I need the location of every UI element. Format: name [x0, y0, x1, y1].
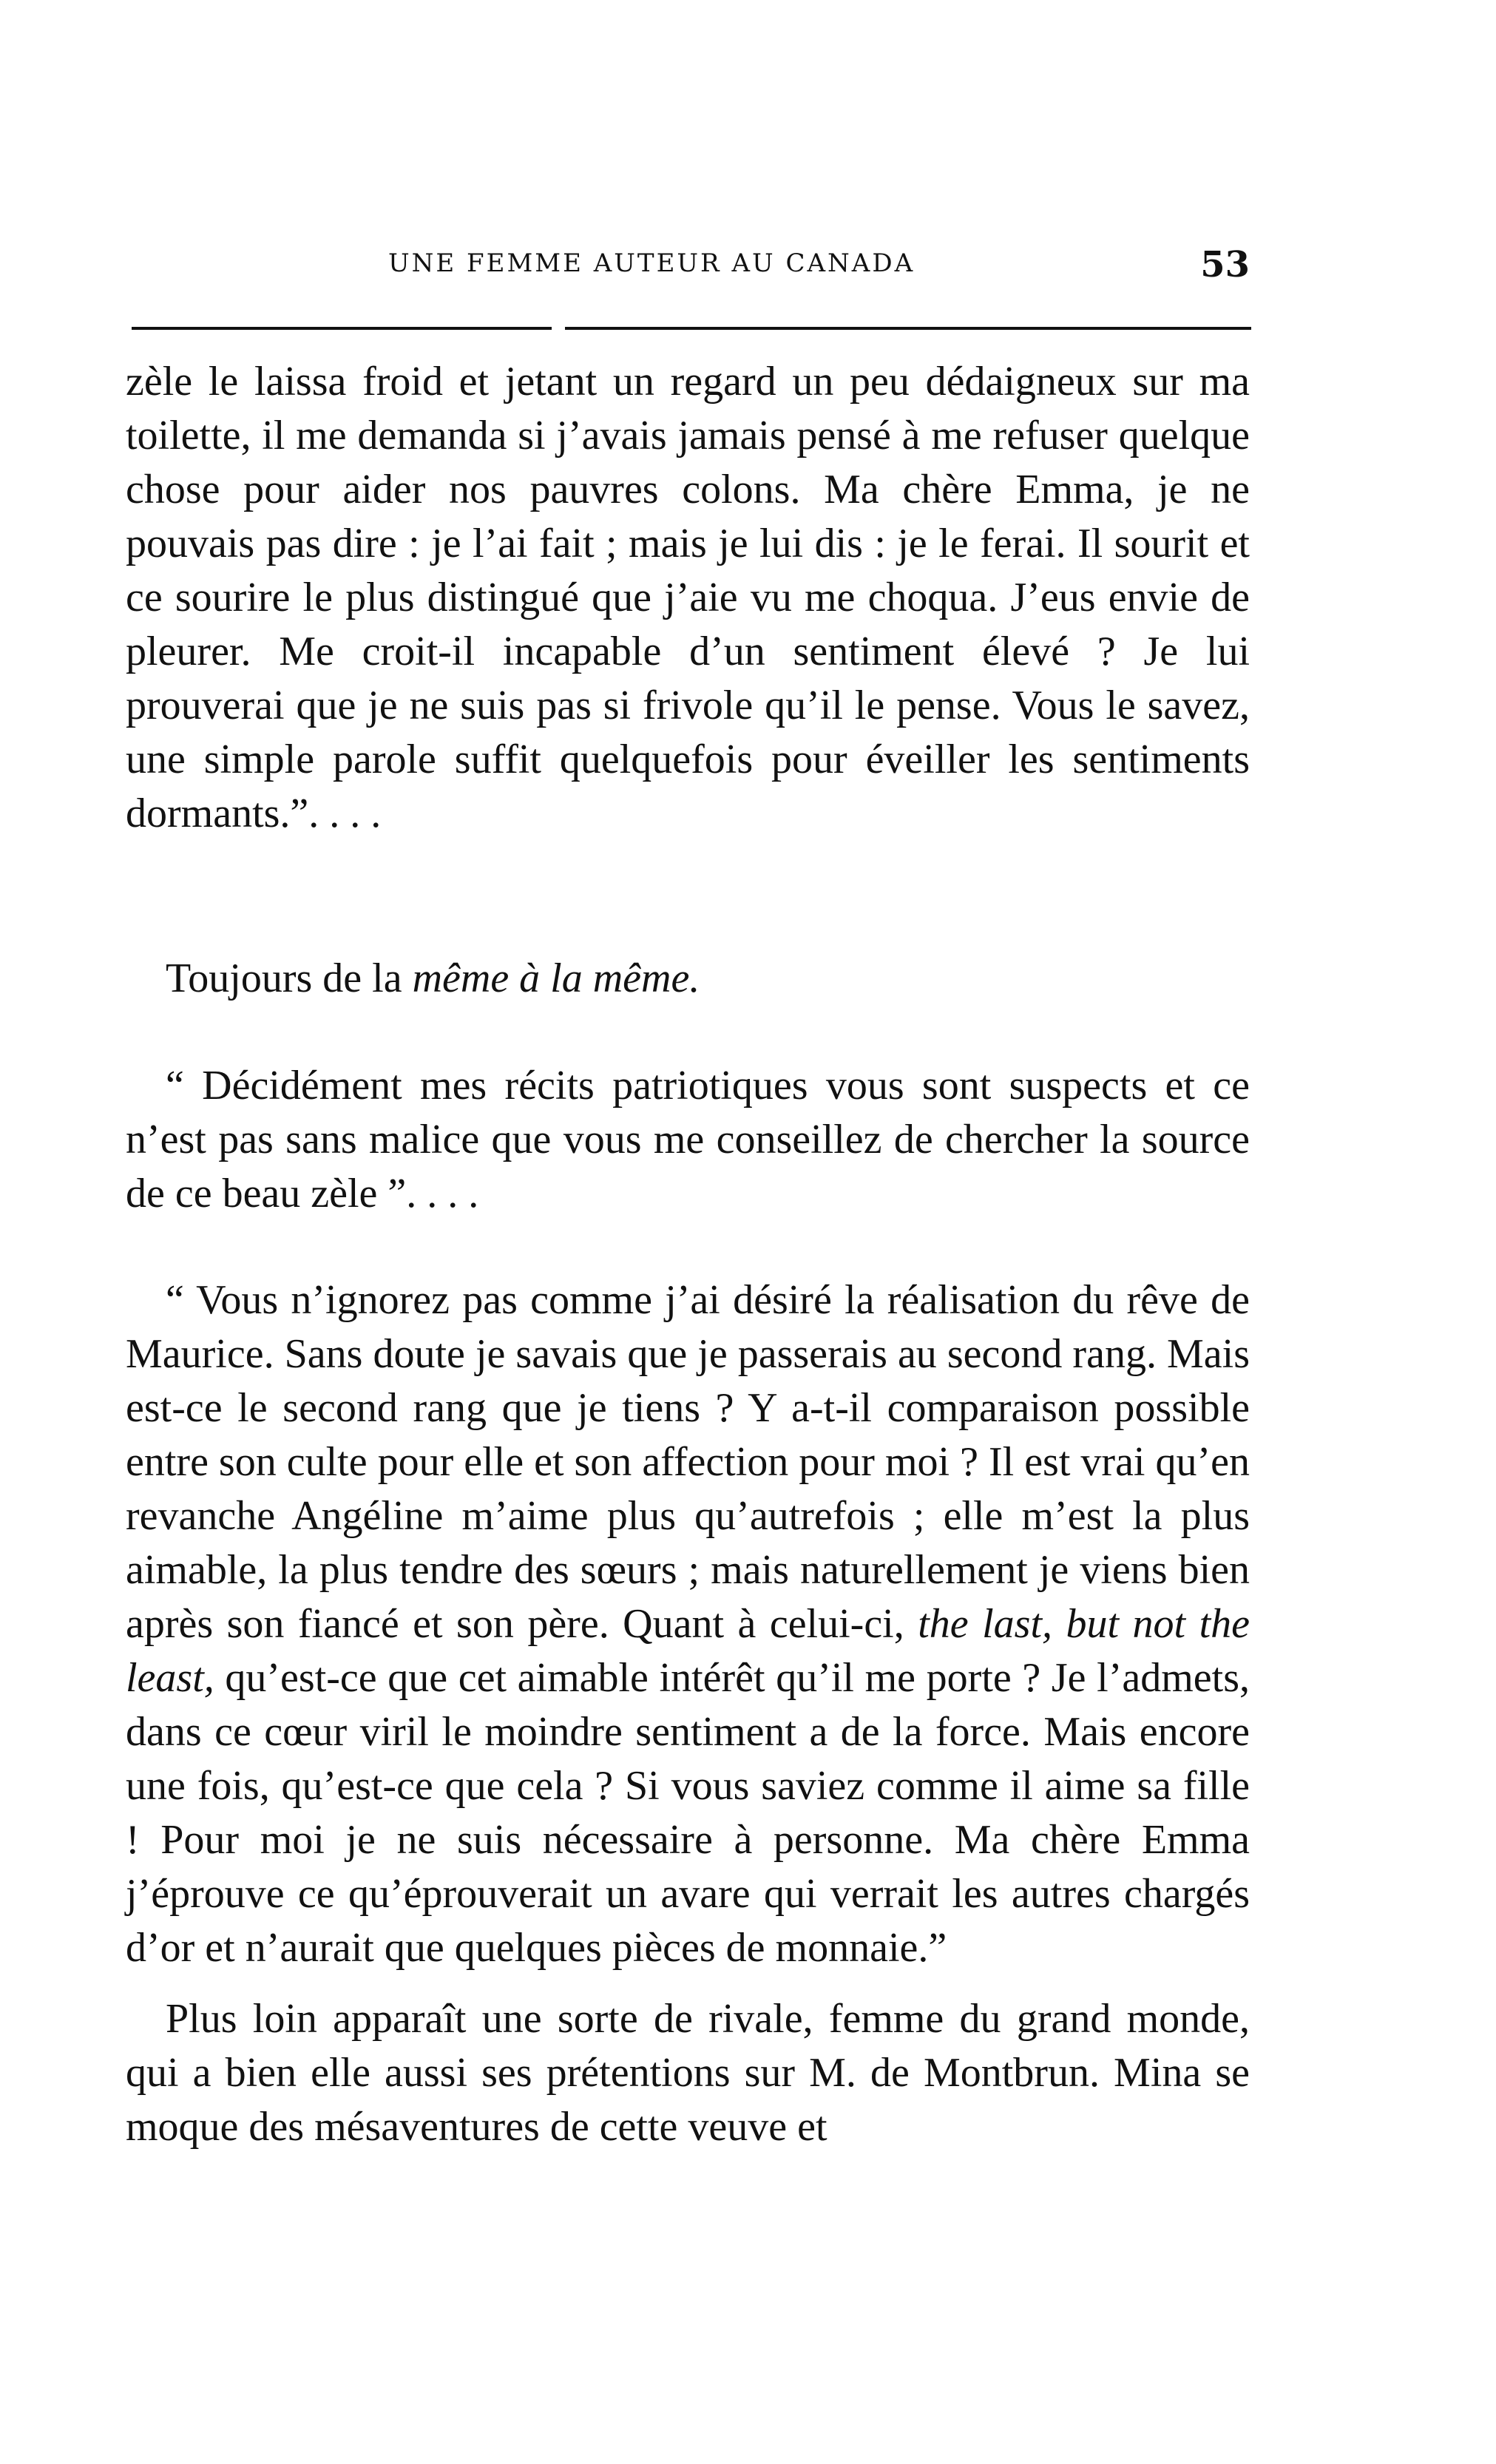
paragraph-1 — [126, 355, 1250, 841]
paragraph-4-text-a: “ Vous n’ignorez pas comme j’ai désiré la réalisation du rêve de Maurice. Sans doute je savais que je passerais au second rang. Mais est-ce le second rang que je tiens ? Y a-t-il comparaison possible entre son culte pour elle et son affection pour moi ? Il est vrai qu’en revanche Angéline m’aime plus qu’autrefois ; elle m’est la plus aimable, la plus tendre des sœurs ; mais naturellement je viens bien après son fiancé et son père. Quant à celui-ci, — [126, 1277, 1250, 1647]
paragraph-4-italic: the last, but not the least, — [126, 1601, 1250, 1701]
paragraph-2 — [126, 952, 1250, 1006]
running-head: UNE FEMME AUTEUR AU CANADA — [388, 248, 915, 278]
paragraph-1-text: zèle le laissa froid et jetant un regard un peu dédaigneux sur ma toilette, il me demanda si j’avais jamais pensé à me refuser quelque chose pour aider nos pauvres colons. Ma chère Emma, je ne pouvais pas dire : je l’ai fait ; mais je lui dis : je le ferai. Il sourit et ce sourire le plus distingué que j’aie vu me choqua. J’eus envie de pleurer. Me croit-il incapable d’un sentiment élevé ? Je lui prouverai que je ne suis pas si frivole qu’il le pense. Vous le savez, une simple parole suffit quelquefois pour éveiller les sentiments dormants.”. . . . — [126, 359, 1250, 836]
paragraph-5-text: Plus loin apparaît une sorte de rivale, femme du grand monde, qui a bien elle aussi ses prétentions sur M. de Montbrun. Mina se moque des mésaventures de cette veuve et — [126, 1996, 1250, 2150]
paragraph-4-text-b: qu’est-ce que cet aimable intérêt qu’il me porte ? Je l’admets, dans ce cœur viril le moindre sentiment a de la force. Mais encore une fois, qu’est-ce que cela ? Si vous saviez comme il aime sa fille ! Pour moi je ne suis nécessaire à personne. Ma chère Emma j’éprouve ce qu’éprouverait un avare qui verrait les autres chargés d’or et n’aurait que quelques pièces de monnaie.” — [126, 1655, 1250, 1971]
paragraph-4 — [126, 1273, 1250, 1975]
page-header — [126, 244, 1250, 293]
paragraph-2-text: Toujours de la — [166, 955, 413, 1001]
paragraph-3-text: “ Décidément mes récits patriotiques vous sont suspects et ce n’est pas sans malice que vous me conseillez de chercher la source de ce beau zèle ”. . . . — [126, 1063, 1250, 1216]
page-number: 53 — [1200, 244, 1250, 285]
header-rule-left — [132, 327, 552, 330]
paragraph-5 — [126, 1992, 1250, 2154]
paragraph-3 — [126, 1059, 1250, 1221]
paragraph-2-italic: même à la même. — [412, 955, 700, 1001]
header-rule-right — [565, 327, 1251, 330]
